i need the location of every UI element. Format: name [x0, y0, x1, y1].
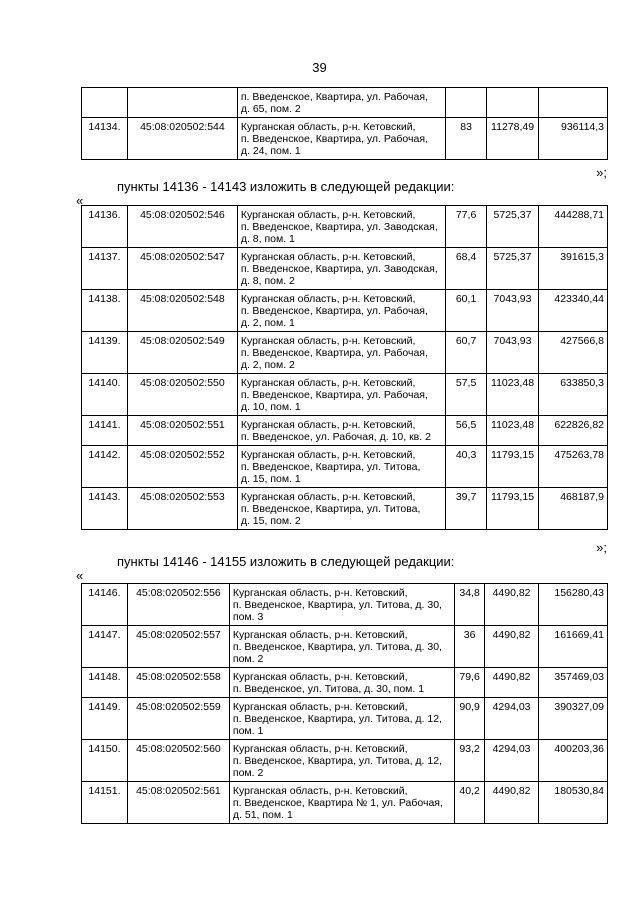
- total-value-cell: 180530,84: [539, 782, 608, 824]
- cadastral-number-cell: 45:08:020502:557: [127, 626, 229, 668]
- table-row: [82, 698, 608, 740]
- table-row: [82, 488, 608, 530]
- address-line: п. Введенское, Квартира, ул. Титова,: [240, 503, 421, 515]
- table-row: [82, 446, 608, 488]
- address-cell: [237, 118, 445, 160]
- page-number: 39: [312, 60, 327, 75]
- address-line: Курганская область, р-н. Кетовский,: [240, 293, 416, 305]
- table-row: [82, 118, 608, 160]
- address-line: д. 10, пом. 1: [240, 401, 301, 413]
- address-line: д. 8, пом. 2: [240, 275, 295, 287]
- opening-quote: «: [76, 193, 84, 208]
- address-line: п. Введенское, Квартира, ул. Рабочая,: [240, 305, 428, 317]
- unit-price-cell: 7043,93: [487, 290, 539, 332]
- table-row: [82, 626, 608, 668]
- unit-price-cell: 4294,03: [485, 698, 539, 740]
- table-row: [82, 584, 608, 626]
- unit-price-cell: 7043,93: [487, 332, 539, 374]
- address-line: д. 2, пом. 2: [240, 359, 295, 371]
- row-number-cell: 14150.: [82, 740, 128, 782]
- address-cell: [237, 88, 445, 118]
- registry-table-1: [81, 87, 608, 160]
- address-line: д. 15, пом. 2: [240, 515, 301, 527]
- address-line: п. Введенское, Квартира, ул. Рабочая,: [240, 91, 428, 103]
- unit-price-cell: 4490,82: [485, 626, 539, 668]
- row-number-cell: 14140.: [82, 374, 128, 416]
- address-line: пом. 3: [232, 611, 264, 623]
- table-row: [82, 374, 608, 416]
- row-number-cell: 14149.: [82, 698, 128, 740]
- cadastral-number-cell: 45:08:020502:549: [127, 332, 237, 374]
- area-cell: 83: [446, 118, 487, 160]
- area-cell: 93,2: [455, 740, 485, 782]
- address-line: Курганская область, р-н. Кетовский,: [240, 491, 416, 503]
- total-value-cell: 444288,71: [539, 206, 608, 248]
- table-row: [82, 740, 608, 782]
- unit-price-cell: 5725,37: [487, 206, 539, 248]
- closing-quote: »;: [596, 540, 607, 555]
- address-line: Курганская область, р-н. Кетовский,: [240, 209, 416, 221]
- address-line: д. 8, пом. 1: [240, 233, 295, 245]
- address-line: Курганская область, р-н. Кетовский,: [232, 785, 408, 797]
- area-cell: 36: [455, 626, 485, 668]
- table-row: [82, 416, 608, 446]
- row-number-cell: 14134.: [82, 118, 128, 160]
- cadastral-number-cell: 45:08:020502:548: [127, 290, 237, 332]
- row-number-cell: 14136.: [82, 206, 128, 248]
- address-line: д. 2, пом. 1: [240, 317, 295, 329]
- row-number-cell: 14148.: [82, 668, 128, 698]
- address-line: п. Введенское, Квартира, ул. Рабочая,: [240, 389, 428, 401]
- address-line: Курганская область, р-н. Кетовский,: [240, 449, 416, 461]
- address-cell: [229, 668, 454, 698]
- address-cell: [229, 740, 454, 782]
- table-row: [82, 88, 608, 118]
- total-value-cell: 475263,78: [539, 446, 608, 488]
- area-cell: [446, 88, 487, 118]
- unit-price-cell: 5725,37: [487, 248, 539, 290]
- address-line: Курганская область, р-н. Кетовский,: [240, 419, 416, 431]
- opening-quote: «: [76, 568, 84, 583]
- table-row: [82, 290, 608, 332]
- total-value-cell: 468187,9: [539, 488, 608, 530]
- unit-price-cell: 4490,82: [485, 584, 539, 626]
- cadastral-number-cell: 45:08:020502:551: [127, 416, 237, 446]
- unit-price-cell: 4490,82: [485, 782, 539, 824]
- cadastral-number-cell: [127, 88, 237, 118]
- cadastral-number-cell: 45:08:020502:553: [127, 488, 237, 530]
- address-line: д. 51, пом. 1: [232, 809, 293, 821]
- address-line: Курганская область, р-н. Кетовский,: [232, 743, 408, 755]
- address-line: п. Введенское, Квартира, ул. Титова, д. 12,: [232, 713, 442, 725]
- table-row: [82, 668, 608, 698]
- table-row: [82, 782, 608, 824]
- unit-price-cell: 11023,48: [487, 374, 539, 416]
- cadastral-number-cell: 45:08:020502:552: [127, 446, 237, 488]
- unit-price-cell: 11793,15: [487, 488, 539, 530]
- cadastral-number-cell: 45:08:020502:550: [127, 374, 237, 416]
- address-line: Курганская область, р-н. Кетовский,: [232, 629, 408, 641]
- address-cell: [237, 290, 445, 332]
- total-value-cell: 936114,3: [539, 118, 608, 160]
- area-cell: 40,3: [446, 446, 487, 488]
- address-line: п. Введенское, Квартира, ул. Титова, д. 12,: [232, 755, 442, 767]
- cadastral-number-cell: 45:08:020502:544: [127, 118, 237, 160]
- area-cell: 60,7: [446, 332, 487, 374]
- row-number-cell: 14143.: [82, 488, 128, 530]
- address-line: Курганская область, р-н. Кетовский,: [240, 335, 416, 347]
- address-cell: [237, 332, 445, 374]
- row-number-cell: 14151.: [82, 782, 128, 824]
- area-cell: 57,5: [446, 374, 487, 416]
- address-cell: [237, 206, 445, 248]
- address-line: пом. 2: [232, 653, 264, 665]
- address-line: Курганская область, р-н. Кетовский,: [232, 671, 408, 683]
- amendment-instruction: пункты 14146 - 14155 изложить в следующей редакции:: [117, 554, 455, 569]
- address-line: пом. 1: [232, 725, 264, 737]
- address-line: п. Введенское, Квартира, ул. Рабочая,: [240, 133, 428, 145]
- total-value-cell: 391615,3: [539, 248, 608, 290]
- area-cell: 77,6: [446, 206, 487, 248]
- registry-table-3: [81, 583, 608, 824]
- address-cell: [237, 248, 445, 290]
- cadastral-number-cell: 45:08:020502:556: [127, 584, 229, 626]
- row-number-cell: 14137.: [82, 248, 128, 290]
- unit-price-cell: 11023,48: [487, 416, 539, 446]
- row-number-cell: [82, 88, 128, 118]
- address-line: п. Введенское, Квартира, ул. Титова,: [240, 461, 421, 473]
- address-line: пом. 2: [232, 767, 264, 779]
- address-line: п. Введенское, Квартира № 1, ул. Рабочая,: [232, 797, 443, 809]
- address-line: Курганская область, р-н. Кетовский,: [232, 587, 408, 599]
- area-cell: 79,6: [455, 668, 485, 698]
- closing-quote: »;: [596, 165, 607, 180]
- table-row: [82, 248, 608, 290]
- address-line: п. Введенское, Квартира, ул. Рабочая,: [240, 347, 428, 359]
- registry-table-2: [81, 205, 608, 530]
- address-cell: [229, 698, 454, 740]
- unit-price-cell: [487, 88, 539, 118]
- address-line: п. Введенское, ул. Рабочая, д. 10, кв. 2: [240, 431, 431, 443]
- total-value-cell: 390327,09: [539, 698, 608, 740]
- cadastral-number-cell: 45:08:020502:560: [127, 740, 229, 782]
- address-cell: [229, 782, 454, 824]
- cadastral-number-cell: 45:08:020502:561: [127, 782, 229, 824]
- address-cell: [237, 446, 445, 488]
- row-number-cell: 14139.: [82, 332, 128, 374]
- area-cell: 90,9: [455, 698, 485, 740]
- address-cell: [237, 416, 445, 446]
- unit-price-cell: 11793,15: [487, 446, 539, 488]
- address-line: д. 65, пом. 2: [240, 103, 301, 115]
- total-value-cell: 161669,41: [539, 626, 608, 668]
- cadastral-number-cell: 45:08:020502:558: [127, 668, 229, 698]
- address-line: п. Введенское, Квартира, ул. Титова, д. 30,: [232, 599, 442, 611]
- total-value-cell: 633850,3: [539, 374, 608, 416]
- area-cell: 68,4: [446, 248, 487, 290]
- address-line: п. Введенское, ул. Титова, д. 30, пом. 1: [232, 683, 425, 695]
- cadastral-number-cell: 45:08:020502:546: [127, 206, 237, 248]
- row-number-cell: 14146.: [82, 584, 128, 626]
- address-cell: [237, 374, 445, 416]
- area-cell: 60,1: [446, 290, 487, 332]
- address-line: Курганская область, р-н. Кетовский,: [240, 121, 416, 133]
- total-value-cell: 156280,43: [539, 584, 608, 626]
- address-line: д. 24, пом. 1: [240, 145, 301, 157]
- total-value-cell: 400203,36: [539, 740, 608, 782]
- total-value-cell: 427566,8: [539, 332, 608, 374]
- table-row: [82, 332, 608, 374]
- total-value-cell: 423340,44: [539, 290, 608, 332]
- address-cell: [237, 488, 445, 530]
- total-value-cell: 357469,03: [539, 668, 608, 698]
- row-number-cell: 14147.: [82, 626, 128, 668]
- cadastral-number-cell: 45:08:020502:559: [127, 698, 229, 740]
- area-cell: 40,2: [455, 782, 485, 824]
- table-row: [82, 206, 608, 248]
- address-line: п. Введенское, Квартира, ул. Заводская,: [240, 221, 438, 233]
- row-number-cell: 14142.: [82, 446, 128, 488]
- total-value-cell: 622826,82: [539, 416, 608, 446]
- row-number-cell: 14138.: [82, 290, 128, 332]
- area-cell: 34,8: [455, 584, 485, 626]
- address-line: п. Введенское, Квартира, ул. Титова, д. 30,: [232, 641, 442, 653]
- row-number-cell: 14141.: [82, 416, 128, 446]
- address-cell: [229, 626, 454, 668]
- total-value-cell: [539, 88, 608, 118]
- area-cell: 39,7: [446, 488, 487, 530]
- address-line: Курганская область, р-н. Кетовский,: [232, 701, 408, 713]
- address-line: Курганская область, р-н. Кетовский,: [240, 377, 416, 389]
- area-cell: 56,5: [446, 416, 487, 446]
- address-line: п. Введенское, Квартира, ул. Заводская,: [240, 263, 438, 275]
- amendment-instruction: пункты 14136 - 14143 изложить в следующей редакции:: [117, 179, 455, 194]
- unit-price-cell: 11278,49: [487, 118, 539, 160]
- address-line: Курганская область, р-н. Кетовский,: [240, 251, 416, 263]
- address-cell: [229, 584, 454, 626]
- address-line: д. 15, пом. 1: [240, 473, 301, 485]
- unit-price-cell: 4490,82: [485, 668, 539, 698]
- unit-price-cell: 4294,03: [485, 740, 539, 782]
- cadastral-number-cell: 45:08:020502:547: [127, 248, 237, 290]
